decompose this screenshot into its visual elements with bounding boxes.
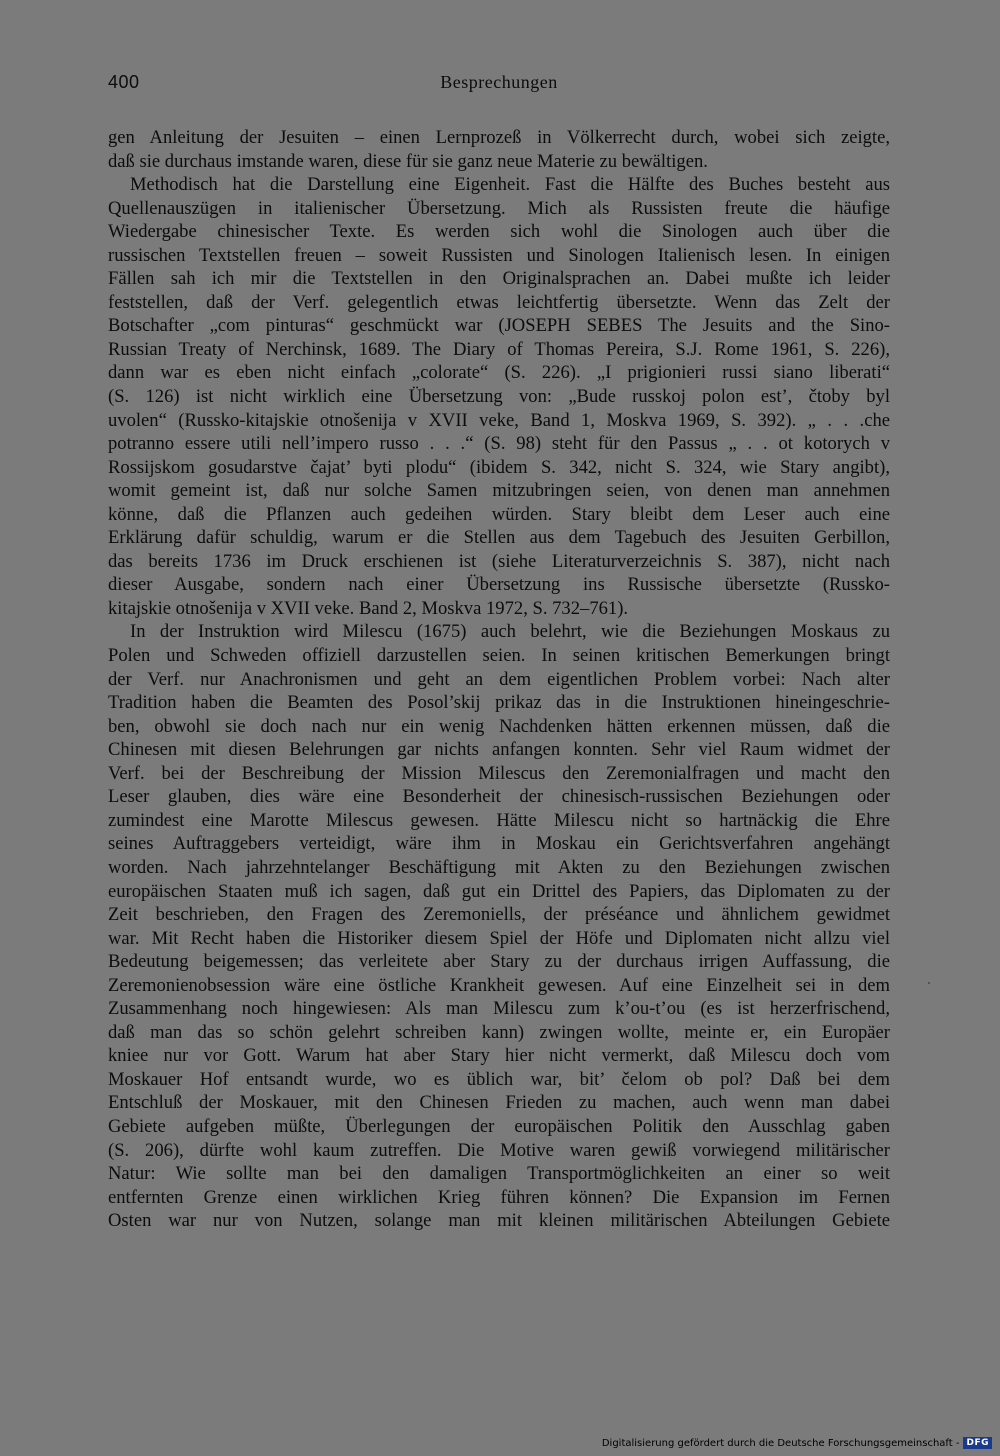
text-line: der Verf. nur Anachronismen und geht an dem eigentlichen Problem vorbei: Nach alter [108, 668, 890, 690]
text-line: womit gemeint ist, daß nur solche Samen mitzubringen seien, von denen man annehmen [108, 480, 890, 502]
text-line: Methodisch hat die Darstellung eine Eigenheit. Fast die Hälfte des Buches besteht aus [130, 174, 890, 196]
footer-credit: Digitalisierung gefördert durch die Deutsche Forschungsgemeinschaft - [601, 1437, 960, 1449]
text-line: Zusammenhang noch hingewiesen: Als man Milescu zum k’ou-t’ou (es ist herzerfrischend, [108, 998, 890, 1020]
text-line: entfernten Grenze einen wirklichen Krieg führen können? Die Expansion im Fernen [108, 1186, 890, 1208]
text-line: das bereits 1736 im Druck erschienen ist (siehe Literaturverzeichnis S. 387), nicht nach [108, 550, 890, 572]
text-line: worden. Nach jahrzehntelanger Beschäftigung mit Akten zu den Beziehungen zwischen [108, 856, 890, 878]
text-line: kniee nur vor Gott. Warum hat aber Stary hier nicht vermerkt, daß Milescu doch vom [108, 1045, 890, 1067]
text-line: In der Instruktion wird Milescu (1675) auch belehrt, wie die Beziehungen Moskaus zu [130, 621, 890, 643]
text-line: Gebiete aufgeben müßte, Überlegungen der europäischen Politik den Ausschlag gaben [108, 1115, 890, 1137]
text-line: europäischen Staaten muß ich sagen, daß gut ein Drittel des Papiers, das Diplomaten zu der [108, 880, 890, 902]
scan-speck [928, 982, 930, 984]
text-line: Polen und Schweden offiziell darzustellen seien. In seinen kritischen Bemerkungen bringt [108, 645, 890, 667]
text-line: kitajskie otnošenija v XVII veke. Band 2, Moskva 1972, S. 732–761). [108, 597, 629, 619]
text-line: Entschluß der Moskauer, mit den Chinesen Frieden zu machen, auch wenn man dabei [108, 1092, 890, 1114]
running-title: Besprechungen [440, 72, 558, 92]
text-line: russischen Textstellen freuen – soweit Russisten und Sinologen Italienisch lesen. In einigen [108, 244, 890, 266]
text-line: Zeit beschrieben, den Fragen des Zeremoniells, der préséance und ähnlichem gewidmet [108, 904, 890, 926]
text-line: daß man das so schön gelehrt schreiben kann) zwingen wollte, meinte er, ein Europäer [108, 1021, 890, 1043]
text-line: Verf. bei der Beschreibung der Mission Milescus den Zeremonialfragen und macht den [108, 762, 890, 784]
text-line: Rossijskom gosudarstve čajat’ byti plodu“ (ibidem S. 342, nicht S. 324, wie Stary angibt), [108, 456, 890, 478]
text-line: Botschafter „com pinturas“ geschmückt war (JOSEPH SEBES The Jesuits and the Sino- [108, 315, 890, 337]
text-line: Erklärung dafür schuldig, warum er die Stellen aus dem Tagebuch des Jesuiten Gerbillon, [108, 527, 890, 549]
text-line: Natur: Wie sollte man bei den damaligen Transportmöglichkeiten an einer so weit [108, 1163, 890, 1185]
text-line: Moskauer Hof entsandt wurde, wo es üblich war, bit’ čelom ob pol? Daß bei dem [108, 1068, 890, 1090]
text-line: dieser Ausgabe, sondern nach einer Übersetzung ins Russische übersetzte (Russko- [108, 574, 890, 596]
text-line: Russian Treaty of Nerchinsk, 1689. The Diary of Thomas Pereira, S.J. Rome 1961, S. 226), [108, 338, 890, 360]
text-line: Chinesen mit diesen Belehrungen gar nichts anfangen konnten. Sehr viel Raum widmet der [108, 739, 890, 761]
text-line: Fällen sah ich mir die Textstellen in den Originalsprachen an. Dabei mußte ich leider [108, 268, 890, 290]
text-line: zumindest eine Marotte Milescus gewesen. Hätte Milescu nicht so hartnäckig die Ehre [108, 809, 890, 831]
text-line: Bedeutung beigemessen; das verleitete aber Stary zu der durchaus irrigen Auffassung, die [108, 951, 890, 973]
page-header [108, 72, 890, 100]
text-line: daß sie durchaus imstande waren, diese für sie ganz neue Materie zu bewältigen. [108, 150, 708, 172]
text-line: Quellenauszügen in italienischer Übersetzung. Mich als Russisten freute die häufige [108, 197, 890, 219]
text-line: ben, obwohl sie doch nach nur ein wenig Nachdenken hätten erkennen müssen, daß die [108, 715, 890, 737]
footer [602, 1437, 992, 1449]
text-line: seines Auftraggebers verteidigt, wäre ihm in Moskau ein Gerichtsverfahren angehängt [108, 833, 890, 855]
page-number: 400 [108, 72, 140, 92]
text-line: dann war es eben nicht einfach „colorate“ (S. 226). „I prigionieri russi siano liberati“ [108, 362, 890, 384]
text-line: gen Anleitung der Jesuiten – einen Lernprozeß in Völkerrecht durch, wobei sich zeigte, [108, 127, 890, 148]
text-line: Leser glauben, dies wäre eine Besonderheit der chinesisch-russischen Beziehungen oder [108, 786, 890, 808]
text-line: Wiedergabe chinesischer Texte. Es werden sich wohl die Sinologen auch über die [108, 221, 890, 243]
text-line: (S. 126) ist nicht wirklich eine Übersetzung von: „Bude russkoj polon est’, čtoby byl [108, 386, 890, 408]
text-line: uvolen“ (Russko-kitajskie otnošenija v XVII veke, Band 1, Moskva 1969, S. 392). „ . . .che [108, 409, 890, 431]
text-line: feststellen, daß der Verf. gelegentlich etwas leichtfertig übersetzte. Wenn das Zelt der [108, 291, 890, 313]
text-line: Zeremonienobsession wäre eine östliche Krankheit gewesen. Auf eine Einzelheit sei in dem [108, 974, 890, 996]
text-line: Tradition haben die Beamten des Posol’skij prikaz das in die Instruktionen hineingeschrie- [108, 692, 890, 714]
text-line: Osten war nur von Nutzen, solange man mit kleinen militärischen Abteilungen Gebiete [108, 1210, 890, 1232]
dfg-logo-icon: DFG [963, 1437, 992, 1449]
text-line: potranno essere utili nell’impero russo . . .“ (S. 98) steht für den Passus „ . . ot kotorych v [108, 433, 890, 455]
text-line: (S. 206), dürfte wohl kaum zutreffen. Die Motive waren gewiß vorwiegend militärischer [108, 1139, 890, 1161]
text-line: könne, daß die Pflanzen auch gedeihen würden. Stary bleibt dem Leser auch eine [108, 503, 890, 525]
text-line: war. Mit Recht haben die Historiker diesem Spiel der Höfe und Diplomaten nicht allzu viel [108, 927, 890, 949]
body-text [108, 126, 890, 1233]
